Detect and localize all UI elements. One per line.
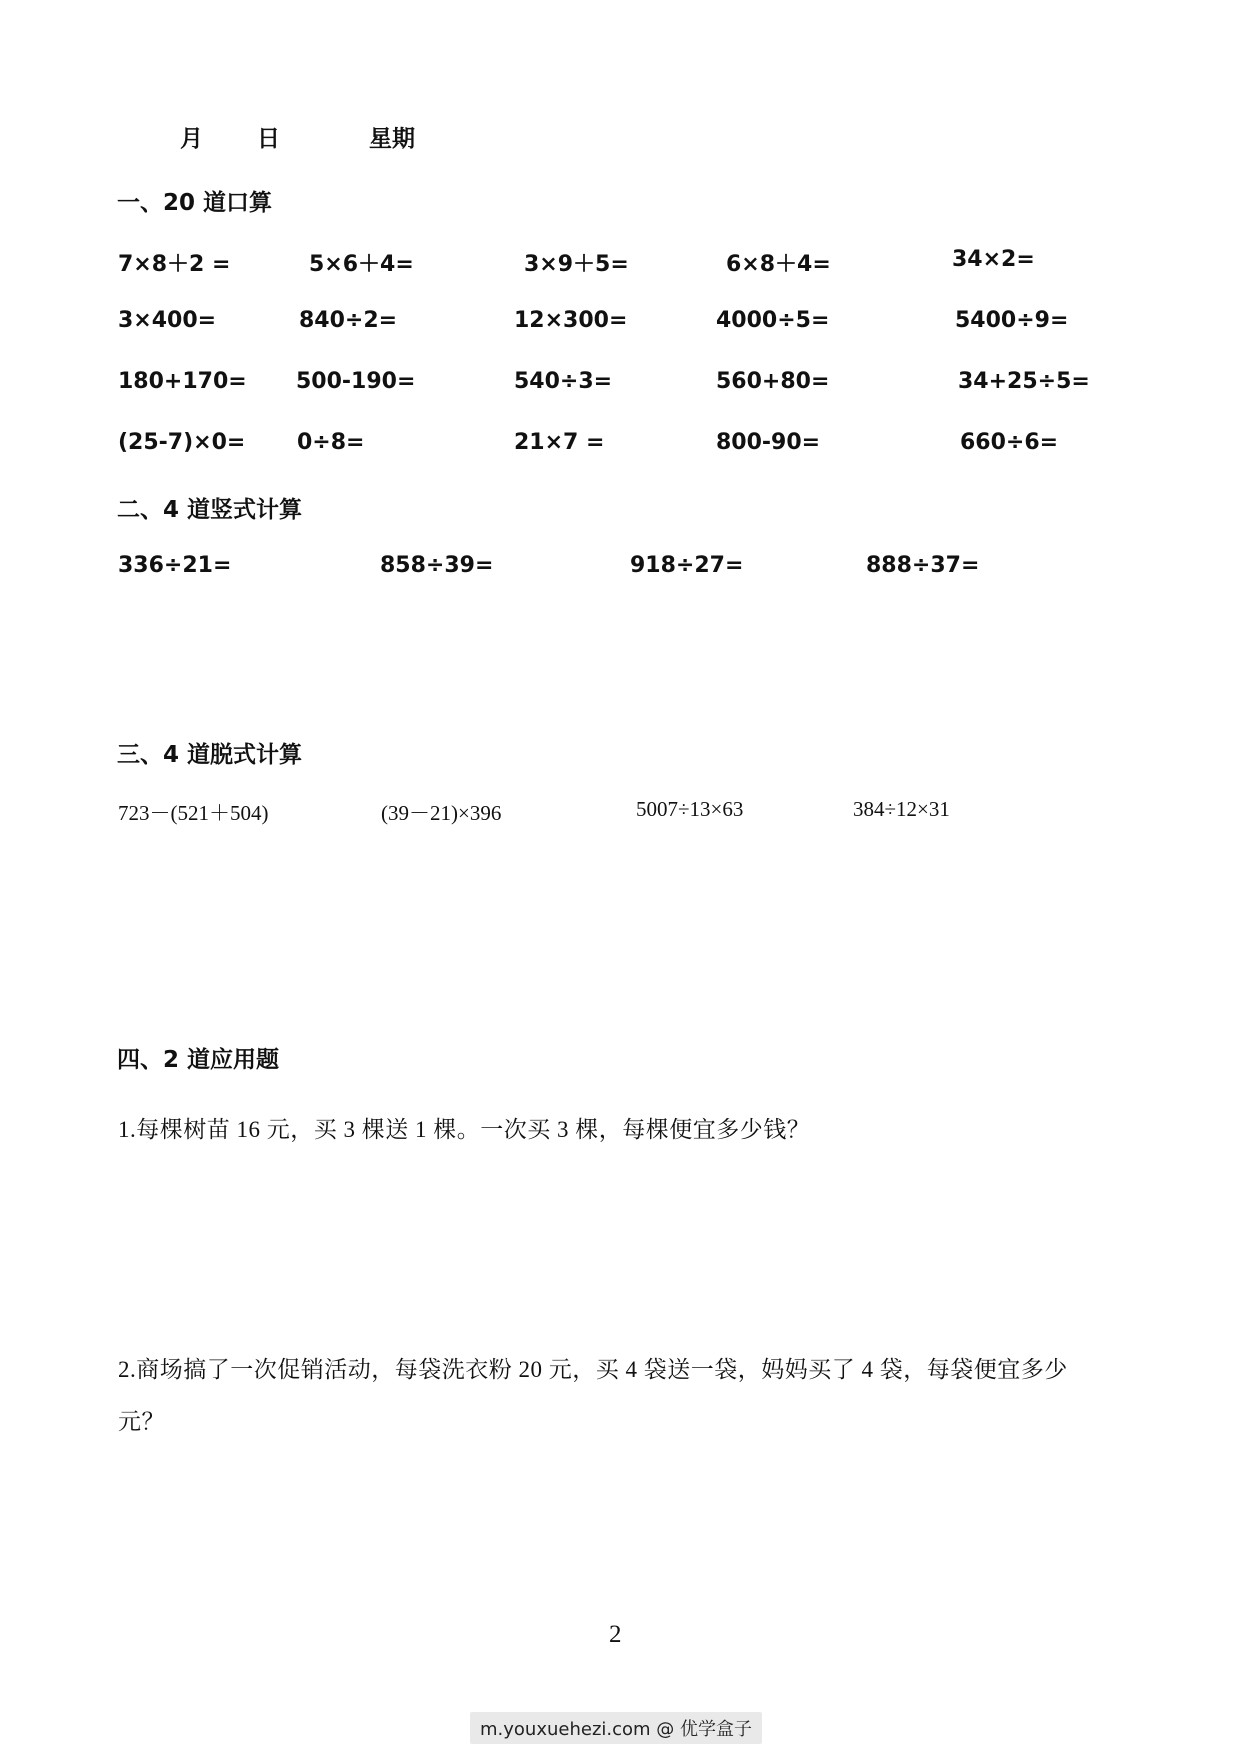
word-problem-2-line-1: 2.商场搞了一次促销活动，每袋洗衣粉 20 元，买 4 袋送一袋，妈妈买了 4 袋，每袋便宜多少 (118, 1357, 1068, 1382)
oral-problem: 3×9＋5= (524, 252, 629, 277)
section-2-title: 二、4 道竖式计算 (117, 497, 303, 523)
weekday-label: 星期 (369, 126, 415, 152)
vertical-problem: 336÷21= (118, 553, 232, 578)
oral-problem: (25-7)×0= (118, 430, 246, 455)
oral-problem: 840÷2= (299, 308, 398, 333)
oral-problem: 34×2= (952, 247, 1035, 272)
section-1-title: 一、20 道口算 (117, 190, 273, 216)
oral-problem: 660÷6= (960, 430, 1059, 455)
oral-problem: 12×300= (514, 308, 628, 333)
footer-watermark: m.youxuehezi.com @ 优学盒子 (470, 1712, 762, 1744)
stepwise-problem: 384÷12×31 (853, 797, 950, 821)
word-problem-1: 1.每棵树苗 16 元，买 3 棵送 1 棵。一次买 3 棵，每棵便宜多少钱？ (118, 1117, 811, 1142)
oral-problem: 540÷3= (514, 369, 613, 394)
vertical-problem: 858÷39= (380, 553, 494, 578)
stepwise-problem: (39－21)×396 (381, 801, 502, 825)
oral-problem: 5400÷9= (955, 308, 1069, 333)
month-label: 月 (180, 126, 203, 152)
oral-problem: 21×7 = (514, 430, 605, 455)
stepwise-problem: 723－(521＋504) (118, 801, 269, 825)
oral-problem: 0÷8= (297, 430, 365, 455)
section-3-title: 三、4 道脱式计算 (117, 742, 303, 768)
vertical-problem: 888÷37= (866, 553, 980, 578)
oral-problem: 34+25÷5= (958, 369, 1090, 394)
day-label: 日 (257, 126, 280, 152)
word-problem-2-line-2: 元？ (118, 1409, 165, 1434)
oral-problem: 3×400= (118, 308, 217, 333)
vertical-problem: 918÷27= (630, 553, 744, 578)
oral-problem: 500-190= (296, 369, 416, 394)
page-number: 2 (609, 1621, 622, 1648)
oral-problem: 4000÷5= (716, 308, 830, 333)
section-4-title: 四、2 道应用题 (117, 1047, 280, 1073)
oral-problem: 5×6＋4= (309, 252, 414, 277)
oral-problem: 560+80= (716, 369, 830, 394)
oral-problem: 180+170= (118, 369, 247, 394)
oral-problem: 7×8＋2 = (118, 252, 231, 277)
oral-problem: 6×8＋4= (726, 252, 831, 277)
oral-problem: 800-90= (716, 430, 821, 455)
stepwise-problem: 5007÷13×63 (636, 797, 744, 821)
